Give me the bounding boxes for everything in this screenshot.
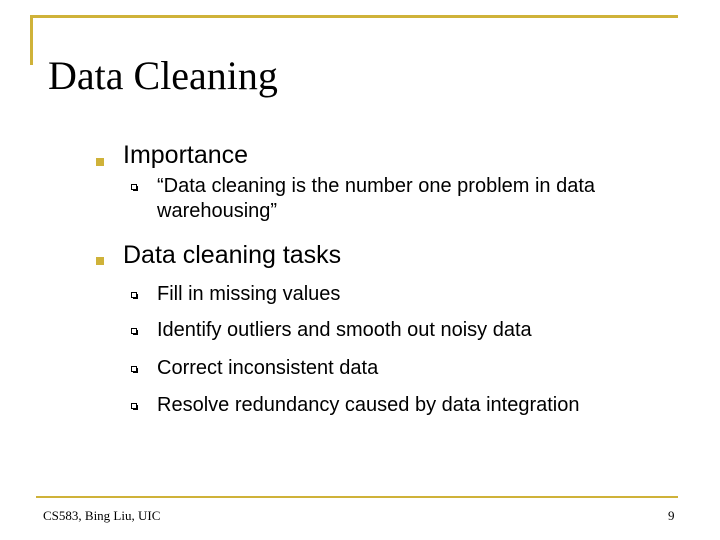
slide-frame-top-line bbox=[30, 15, 678, 18]
footer-course-credit: CS583, Bing Liu, UIC bbox=[43, 508, 161, 523]
checkbox-bullet-icon bbox=[131, 184, 137, 190]
section-heading-tasks: Data cleaning tasks bbox=[123, 241, 342, 269]
slide-frame-left-line bbox=[30, 15, 33, 65]
task-item: Fill in missing values bbox=[157, 283, 341, 305]
square-bullet-icon bbox=[96, 158, 104, 166]
checkbox-bullet-icon bbox=[131, 292, 137, 298]
section-heading-importance: Importance bbox=[123, 141, 249, 169]
slide-frame-bottom-line bbox=[36, 496, 678, 498]
checkbox-bullet-icon bbox=[131, 366, 137, 372]
task-item: Correct inconsistent data bbox=[157, 357, 379, 379]
importance-quote: “Data cleaning is the number one problem in data warehousing” bbox=[157, 175, 596, 222]
task-item: Identify outliers and smooth out noisy data bbox=[157, 319, 532, 341]
square-bullet-icon bbox=[96, 257, 104, 265]
checkbox-bullet-icon bbox=[131, 403, 137, 409]
page-number: 9 bbox=[668, 508, 675, 523]
slide-title: Data Cleaning bbox=[48, 53, 278, 98]
checkbox-bullet-icon bbox=[131, 328, 137, 334]
task-item: Resolve redundancy caused by data integration bbox=[157, 394, 580, 416]
